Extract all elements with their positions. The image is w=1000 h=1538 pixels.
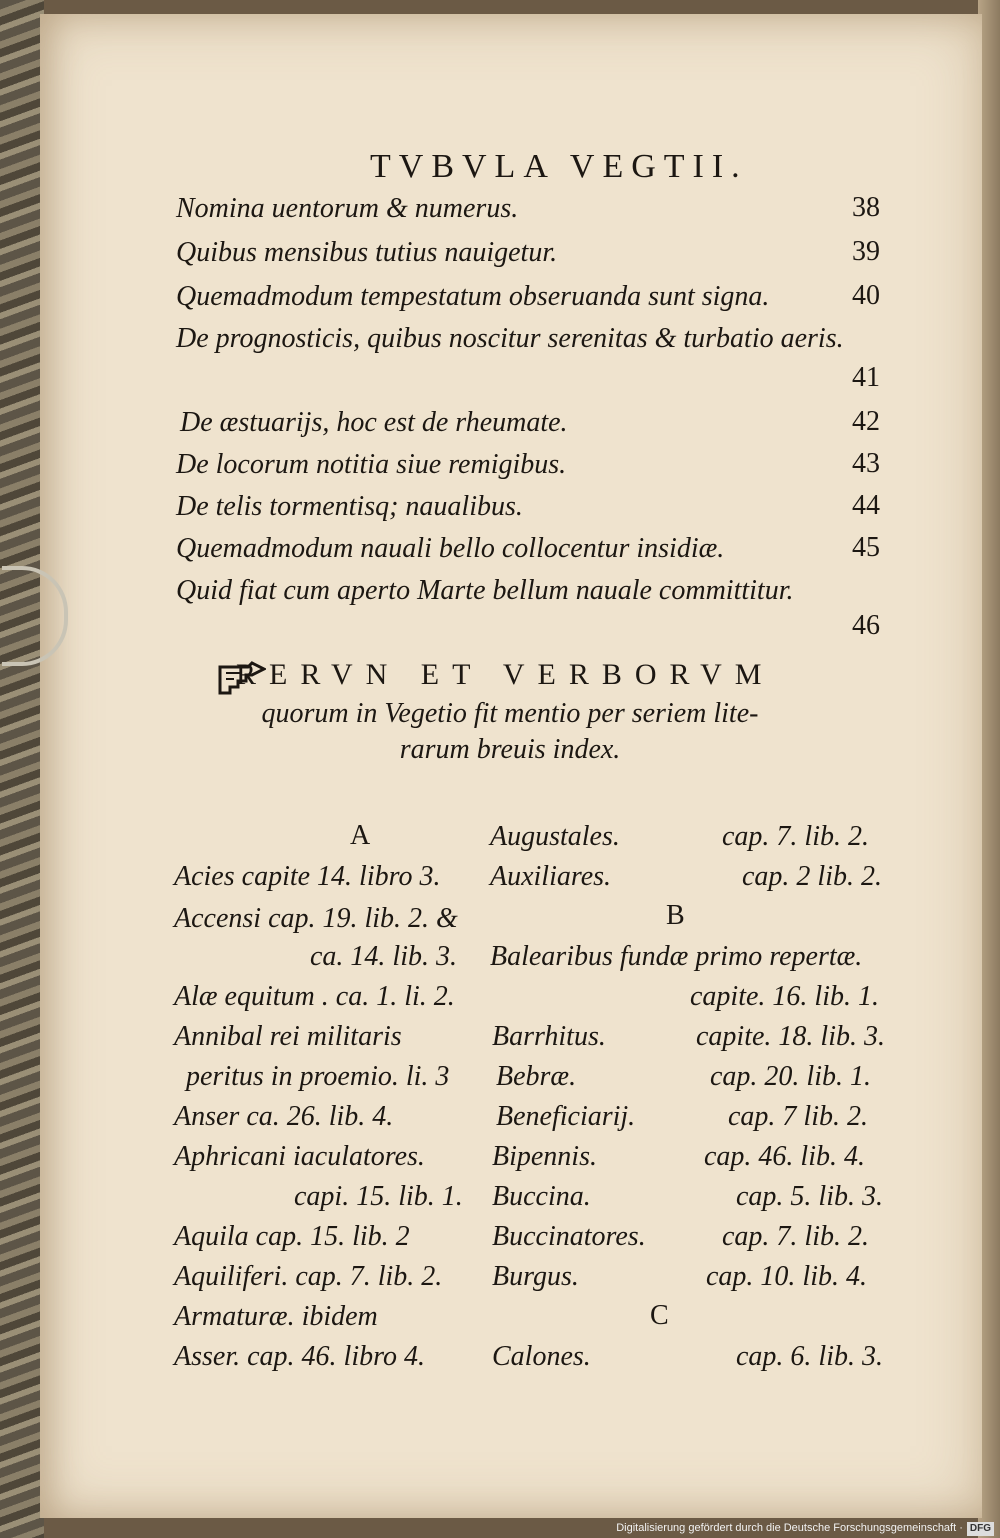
toc-page-8: 45 [852,532,880,563]
index-term: Bipennis. [492,1141,597,1172]
index-term: Auxiliares. [490,861,612,892]
index-term: Bebræ. [496,1061,577,1092]
toc-title-2: Quibus mensibus tutius nauigetur. [176,237,558,268]
index-entry: ca. 14. lib. 3. [310,941,457,972]
toc-title-8: Quemadmodum nauali bello collocentur insidiæ. [176,533,725,564]
index-ref: cap. 6. lib. 3. [736,1341,883,1372]
index-entry: Asser. cap. 46. libro 4. [174,1341,425,1372]
index-entry: Anser ca. 26. lib. 4. [174,1101,394,1132]
toc-title-1: Nomina uentorum & numerus. [176,193,519,224]
toc-page-9: 46 [852,610,880,641]
index-entry: Annibal rei militaris [174,1021,402,1052]
digitization-footer [600,1518,1000,1538]
index-ref: cap. 46. lib. 4. [704,1141,865,1172]
running-head: TVBVLA VEGTII. [370,148,748,185]
index-letter-a: A [350,820,371,851]
index-ref: cap. 7. lib. 2. [722,821,869,852]
index-term: Buccinatores. [492,1221,646,1252]
index-ref: capite. 18. lib. 3. [696,1021,885,1052]
toc-title-5: De æstuarijs, hoc est de rheumate. [180,407,568,438]
toc-page-6: 43 [852,448,880,479]
index-subtitle-line1: quorum in Vegetio fit mentio per seriem lite- [261,698,759,729]
toc-page-5: 42 [852,406,880,437]
toc-title-7: De telis tormentisq; naualibus. [176,491,523,522]
index-ref: cap. 7. lib. 2. [722,1221,869,1252]
index-ref: cap. 7 lib. 2. [728,1101,868,1132]
toc-page-3: 40 [852,280,880,311]
toc-page-7: 44 [852,490,880,521]
index-term: Balearibus fundæ primo repertæ. [490,941,863,972]
footer-text: Digitalisierung gefördert durch die Deutsche Forschungsgemeinschaft · [616,1522,963,1534]
index-ref: capite. 16. lib. 1. [690,981,879,1012]
index-entry: Accensi cap. 19. lib. 2. & [174,903,458,934]
index-entry: Aquila cap. 15. lib. 2 [174,1221,410,1252]
index-ref: cap. 5. lib. 3. [736,1181,883,1212]
index-term: Augustales. [490,821,620,852]
index-entry: Aquiliferi. cap. 7. lib. 2. [174,1261,443,1292]
index-entry: capi. 15. lib. 1. [294,1181,463,1212]
index-term: Buccina. [492,1181,591,1212]
index-title: RERVN ET VERBORVM [236,658,775,691]
index-ref: cap. 2 lib. 2. [742,861,882,892]
book-binding-left [0,0,44,1538]
index-entry: Armaturæ. ibidem [174,1301,378,1332]
toc-title-6: De locorum notitia siue remigibus. [176,449,567,480]
index-term: Calones. [492,1341,591,1372]
toc-page-1: 38 [852,192,880,223]
toc-page-2: 39 [852,236,880,267]
index-subtitle-line2: rarum breuis index. [399,734,621,765]
index-letter-b: B [666,900,685,931]
index-ref: cap. 20. lib. 1. [710,1061,871,1092]
index-letter-c: C [650,1300,669,1331]
index-entry: peritus in proemio. li. 3 [186,1061,450,1092]
index-term: Barrhitus. [492,1021,606,1052]
index-entry: Alæ equitum . ca. 1. li. 2. [174,981,455,1012]
dfg-logo: DFG [967,1522,994,1536]
index-entry: Aphricani iaculatores. [174,1141,425,1172]
toc-page-4: 41 [852,362,880,393]
toc-title-3: Quemadmodum tempestatum obseruanda sunt signa. [176,281,770,312]
index-entry: Acies capite 14. libro 3. [174,861,441,892]
index-term: Beneficiarij. [496,1101,636,1132]
toc-title-4: De prognosticis, quibus noscitur serenitas & turbatio aeris. [176,323,844,354]
index-term: Burgus. [492,1261,579,1292]
toc-title-9: Quid fiat cum aperto Marte bellum nauale committitur. [176,575,794,606]
index-ref: cap. 10. lib. 4. [706,1261,867,1292]
book-page [40,14,982,1518]
